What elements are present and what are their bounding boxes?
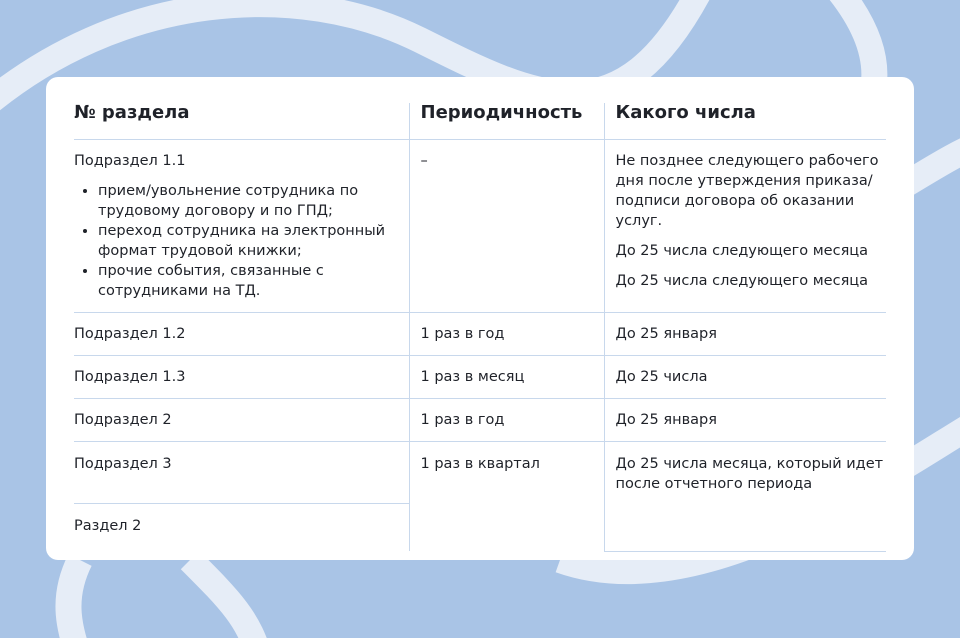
period-cell: 1 раз в месяц — [409, 356, 604, 399]
table-row — [74, 442, 886, 504]
deadline-cell: До 25 числа месяца, который идет после отчетного периода — [604, 442, 886, 552]
table-row — [74, 356, 886, 399]
deadline-cell: До 25 января — [604, 313, 886, 356]
section-label: Подраздел 1.1 — [74, 153, 186, 169]
list-item: • прием/увольнение сотрудника по трудовому договору и по ГПД; — [98, 181, 399, 221]
table-row — [74, 140, 886, 313]
period-cell: 1 раз в квартал — [409, 442, 604, 552]
deadline-text: До 25 числа следующего месяца — [615, 243, 869, 259]
section-cell: Подраздел 1.2 — [74, 313, 409, 356]
list-item: • переход сотрудника на электронный формат трудовой книжки; — [98, 221, 399, 261]
header-deadline: Какого числа — [604, 103, 886, 140]
section-cell — [74, 140, 409, 313]
deadline-text: Не позднее следующего рабочего дня после утверждения приказа/ подписи договора об оказании услуг. — [615, 153, 879, 229]
period-cell: – — [409, 140, 604, 313]
section-cell: Раздел 2 — [74, 518, 142, 534]
deadline-cell: До 25 числа — [604, 356, 886, 399]
deadline-cell — [604, 140, 886, 313]
reporting-table — [74, 103, 886, 552]
deadline-text: До 25 числа следующего месяца — [615, 273, 869, 289]
header-section: № раздела — [74, 103, 409, 140]
section-cell: Подраздел 3 — [74, 442, 409, 504]
table-row — [74, 313, 886, 356]
table-header-row — [74, 103, 886, 140]
deadline-cell: До 25 января — [604, 399, 886, 442]
period-cell: 1 раз в год — [409, 399, 604, 442]
section-cell: Подраздел 2 — [74, 399, 409, 442]
event-list — [74, 181, 399, 301]
table-card — [46, 77, 914, 560]
list-item: • прочие события, связанные с сотрудниками на ТД. — [98, 261, 399, 301]
period-cell: 1 раз в год — [409, 313, 604, 356]
section-cell: Подраздел 1.3 — [74, 356, 409, 399]
header-periodicity: Периодичность — [409, 103, 604, 140]
table-row — [74, 399, 886, 442]
